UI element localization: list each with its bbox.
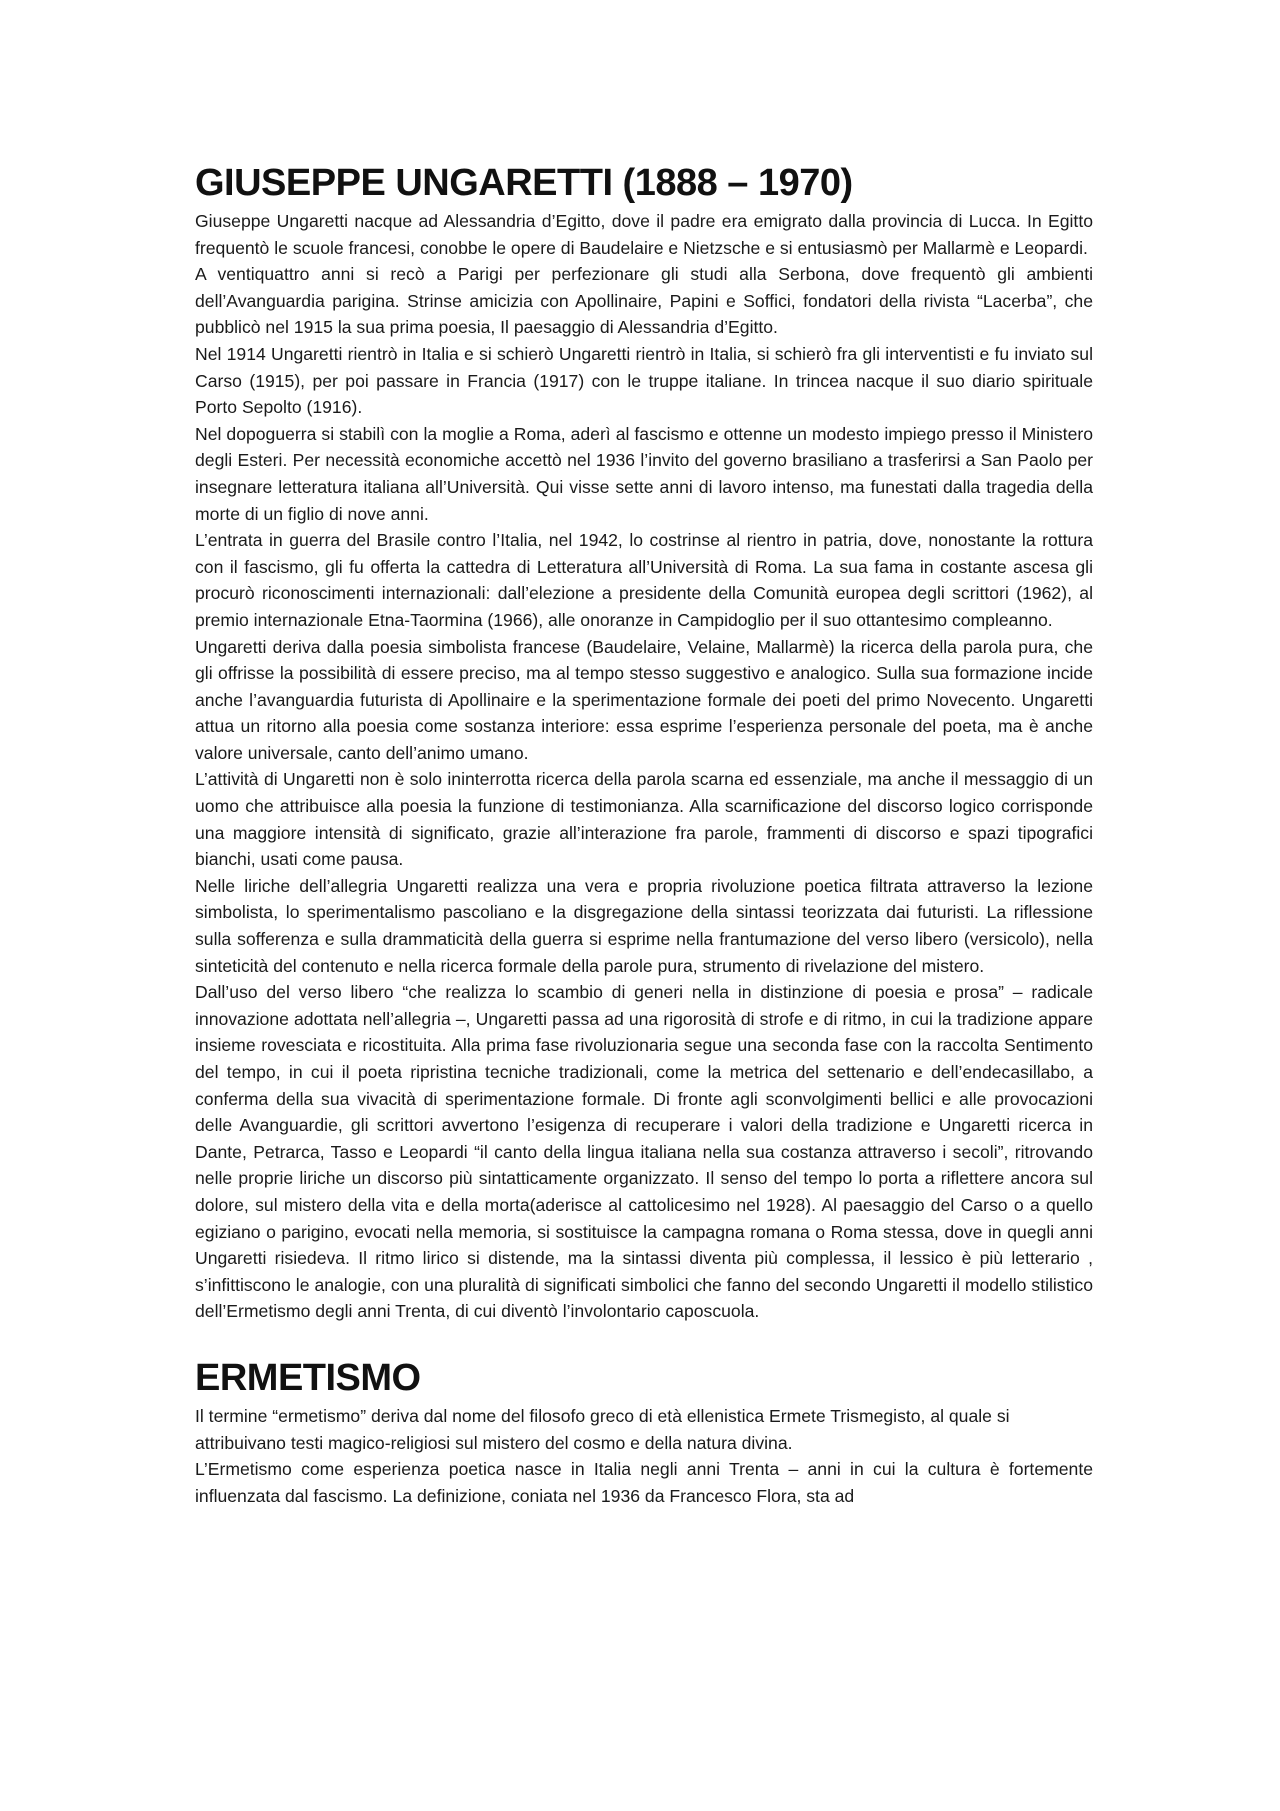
paragraph: Il termine “ermetismo” deriva dal nome del filosofo greco di età ellenistica Ermete Trismegisto, al quale si attribuivano testi magico-religiosi sul mistero del cosmo e della natura divina. xyxy=(195,1405,1010,1453)
paragraph: L’attività di Ungaretti non è solo ininterrotta ricerca della parola scarna ed essenziale, ma anche il messaggio di un uomo che attribuisce alla poesia la funzione di testimonianza. Alla scarnificazione del discorso logico corrisponde una maggiore intensità di significato, grazie all’interazione fra parole, frammenti di discorso e spazi tipografici bianchi, usati come pausa. xyxy=(195,769,1093,870)
paragraph: Nelle liriche dell’allegria Ungaretti realizza una vera e propria rivoluzione poetica filtrata attraverso la lezione simbolista, lo sperimentalismo pascoliano e la disgregazione della sintassi teorizzata dai futuristi. La riflessione sulla sofferenza e sulla drammaticità della guerra si esprime nella frantumazione del verso libero (versicolo), nella sinteticità del contenuto e nella ricerca formale della parole pura, strumento di rivelazione del mistero. xyxy=(195,875,1093,976)
paragraph: Nel 1914 Ungaretti rientrò in Italia e si schierò Ungaretti rientrò in Italia, si schierò fra gli interventisti e fu inviato sul Carso (1915), per poi passare in Francia (1917) con le truppe italiane. In trincea nacque il suo diario spirituale Porto Sepolto (1916). xyxy=(195,343,1093,418)
paragraph: L’Ermetismo come esperienza poetica nasce in Italia negli anni Trenta – anni in cui la cultura è fortemente influenzata dal fascismo. La definizione, coniata nel 1936 da Francesco Flora, sta ad xyxy=(195,1459,1093,1506)
paragraph: Giuseppe Ungaretti nacque ad Alessandria d’Egitto, dove il padre era emigrato dalla provincia di Lucca. In Egitto frequentò le scuole francesi, conobbe le opere di Baudelaire e Nietzsche e si entusiasmò per Mallarmè e Leopardi. xyxy=(195,211,1093,258)
section-title-ungaretti: GIUSEPPE UNGARETTI (1888 – 1970) xyxy=(195,162,853,204)
paragraph: L’entrata in guerra del Brasile contro l’Italia, nel 1942, lo costrinse al rientro in patria, dove, nonostante la rottura con il fascismo, gli fu offerta la cattedra di Letteratura all’Università di Roma. La sua fama in costante ascesa gli procurò riconoscimenti internazionali: dall’elezione a presidente della Comunità europea degli scrittori (1962), al premio internazionale Etna-Taormina (1966), alle onoranze in Campidoglio per il suo ottantesimo compleanno. xyxy=(195,530,1093,630)
paragraph: Ungaretti deriva dalla poesia simbolista francese (Baudelaire, Velaine, Mallarmè) la ricerca della parola pura, che gli offrisse la possibilità di essere preciso, ma al tempo stesso suggestivo e analogico. Sulla sua formazione incide anche l’avanguardia futurista di Apollinaire e la sperimentazione formale dei poeti del primo Novecento. Ungaretti attua un ritorno alla poesia come sostanza interiore: essa esprime l’esperienza personale del poeta, ma è anche valore universale, canto dell’animo umano. xyxy=(195,636,1093,763)
document-page xyxy=(195,158,1093,1509)
paragraph: Nel dopoguerra si stabilì con la moglie a Roma, aderì al fascismo e ottenne un modesto impiego presso il Ministero degli Esteri. Per necessità economiche accettò nel 1936 l’invito del governo brasiliano a trasferirsi a San Paolo per insegnare letteratura italiana all’Università. Qui visse sette anni di lavoro intenso, ma funestati dalla tragedia della morte di un figlio di nove anni. xyxy=(195,423,1093,524)
section-title-ermetismo: ERMETISMO xyxy=(195,1356,421,1399)
paragraph: A ventiquattro anni si recò a Parigi per perfezionare gli studi alla Serbona, dove frequentò gli ambienti dell’Avanguardia parigina. Strinse amicizia con Apollinaire, Papini e Soffici, fondatori della rivista “Lacerba”, che pubblicò nel 1915 la sua prima poesia, Il paesaggio di Alessandria d’Egitto. xyxy=(195,264,1093,338)
paragraph: Dall’uso del verso libero “che realizza lo scambio di generi nella in distinzione di poesia e prosa” – radicale innovazione adottata nell’allegria –, Ungaretti passa ad una rigorosità di strofe e di ritmo, in cui la tradizione appare insieme rovesciata e ricostituita. Alla prima fase rivoluzionaria segue una seconda fase con la raccolta Sentimento del tempo, in cui il poeta ripristina tecniche tradizionali, come la metrica del settenario e dell’endecasillabo, a conferma della sua vivacità di sperimentazione formale. Di fronte agli sconvolgimenti bellici e alle provocazioni delle Avanguardie, gli scrittori avvertono l’esigenza di recuperare i valori della tradizione e Ungaretti ricerca in Dante, Petrarca, Tasso e Leopardi “il canto della lingua italiana nella sua costanza attraverso i secoli”, ritrovando nelle proprie liriche un discorso più sintatticamente organizzato. Il senso del tempo lo porta a riflettere ancora sul dolore, sul mistero della vita e della morta(aderisce al cattolicesimo nel 1928). Al paesaggio del Carso o a quello egiziano o parigino, evocati nella memoria, si sostituisce la campagna romana o Roma stessa, dove in quegli anni Ungaretti risiedeva. Il ritmo lirico si distende, ma la sintassi diventa più complessa, il lessico è più letterario , s’infittiscono le analogie, con una pluralità di significati simbolici che fanno del secondo Ungaretti il modello stilistico dell’Ermetismo degli anni Trenta, di cui diventò l’involontario caposcuola. xyxy=(195,982,1093,1322)
